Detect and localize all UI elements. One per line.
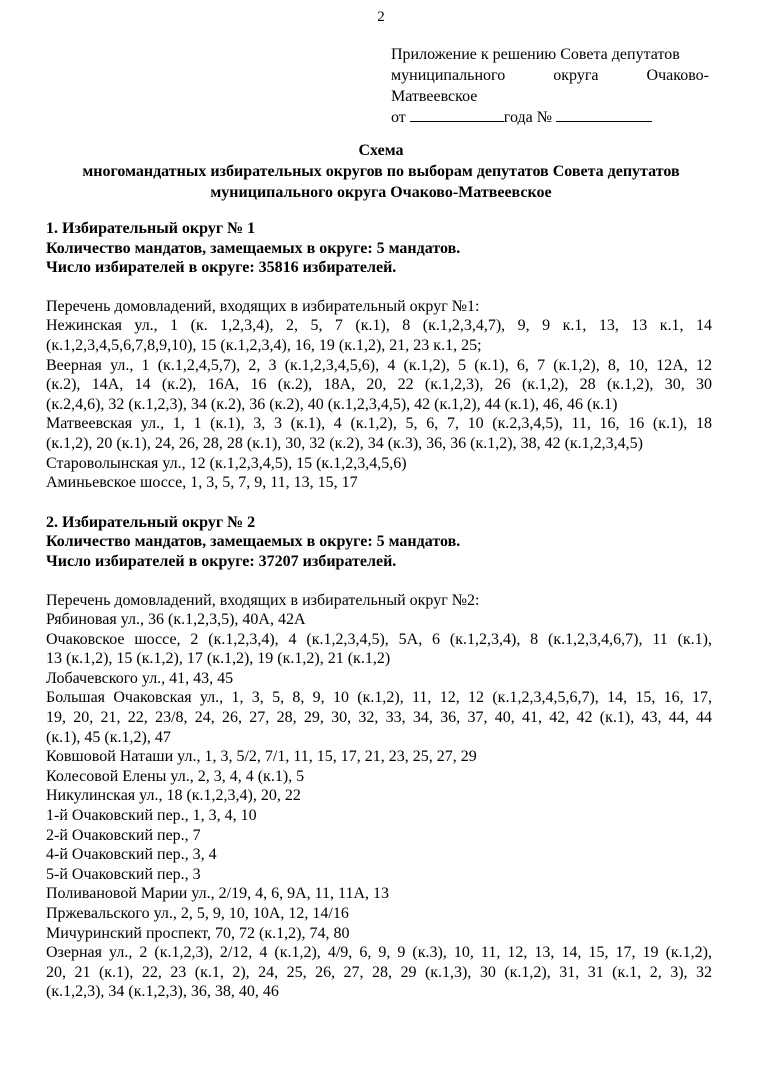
address-line: Ковшовой Наташи ул., 1, 3, 5/2, 7/1, 11, 15, 17, 21, 23, 25, 27, 29 <box>46 748 477 766</box>
address-line: 5-й Очаковский пер., 3 <box>46 865 201 883</box>
title-line-1: Схема <box>358 142 404 159</box>
page-number: 2 <box>377 9 385 25</box>
address-line: 20, 21 (к.1), 22, 23 (к.1, 2), 24, 25, 26, 27, 28, 29 (к.1,3), 30 (к.1,2), 31, 31 (к.1, 2, 3), 32 <box>46 963 712 981</box>
appendix-block <box>391 44 709 128</box>
appendix-year-label: года № <box>503 109 552 126</box>
address-line: (к.1,2), 20 (к.1), 24, 26, 28, 28 (к.1), 30, 32 (к.2), 34 (к.3), 36, 36 (к.1,2), 38, 42 (к.1,2,3,4,5) <box>46 434 644 452</box>
appendix-line-1: Приложение к решению Совета депутатов <box>391 46 680 63</box>
district-voters: Число избирателей в округе: 37207 избирателей. <box>46 552 397 570</box>
appendix-line-4 <box>391 107 709 128</box>
address-line: Лобачевского ул., 41, 43, 45 <box>46 669 234 687</box>
district-heading: 2. Избирательный округ № 2 <box>46 513 256 531</box>
address-line: Никулинская ул., 18 (к.1,2,3,4), 20, 22 <box>46 787 301 805</box>
address-line: 13 (к.1,2), 15 (к.1,2), 17 (к.1,2), 19 (к.1,2), 21 (к.1,2) <box>46 650 391 668</box>
address-line: Нежинская ул., 1 (к. 1,2,3,4), 2, 5, 7 (к.1), 8 (к.1,2,3,4,7), 9, 9 к.1, 13, 13 к.1, 14 <box>46 317 712 335</box>
appendix-line-2 <box>391 65 709 86</box>
address-line: (к.2,4,6), 32 (к.1,2,3), 34 (к.2), 36 (к.2), 40 (к.1,2,3,4,5), 42 (к.1,2), 44 (к.1), 46, 46 (к.1) <box>46 395 618 413</box>
address-line: Рябиновая ул., 36 (к.1,2,3,5), 40А, 42А <box>46 611 306 629</box>
appendix-from-label: от <box>391 109 406 126</box>
address-line: (к.1,2,3,4,5,6,7,8,9,10), 15 (к.1,2,3,4), 16, 19 (к.1,2), 21, 23 к.1, 25; <box>46 336 482 354</box>
address-line: Колесовой Елены ул., 2, 3, 4, 4 (к.1), 5 <box>46 767 305 785</box>
district-mandates: Количество мандатов, замещаемых в округе: 5 мандатов. <box>46 533 461 551</box>
appendix-line-2-right: Очаково- <box>646 67 709 84</box>
title-line-2: многомандатных избирательных округов по выборам депутатов Совета депутатов <box>82 163 680 180</box>
document-content <box>46 219 712 1002</box>
address-line: Аминьевское шоссе, 1, 3, 5, 7, 9, 11, 13, 15, 17 <box>46 474 358 492</box>
title-line-3: муниципального округа Очаково-Матвеевское <box>210 184 552 201</box>
document-title <box>46 140 716 203</box>
address-line: Мичуринский проспект, 70, 72 (к.1,2), 74, 80 <box>46 924 350 942</box>
appendix-line-2-left: муниципального <box>391 67 506 84</box>
district-list-intro: Перечень домовладений, входящих в избирательный округ №2: <box>46 591 480 609</box>
address-line: 2-й Очаковский пер., 7 <box>46 826 201 844</box>
district-1 <box>46 219 712 493</box>
address-line: Озерная ул., 2 (к.1,2,3), 2/12, 4 (к.1,2), 4/9, 6, 9, 9 (к.3), 10, 11, 12, 13, 14, 15, 17, 19 (к.1,2), <box>46 944 712 962</box>
address-line: (к.1,2,3), 34 (к.1,2,3), 36, 38, 40, 46 <box>46 983 279 1001</box>
address-line: (к.1), 45 (к.1,2), 47 <box>46 728 171 746</box>
appendix-line-3: Матвеевское <box>391 88 478 105</box>
address-line: Веерная ул., 1 (к.1,2,4,5,7), 2, 3 (к.1,2,3,4,5,6), 4 (к.1,2), 5 (к.1), 6, 7 (к.1,2), 8, 10, 12А, 12 <box>46 356 712 374</box>
district-list-intro: Перечень домовладений, входящих в избирательный округ №1: <box>46 297 480 315</box>
district-mandates: Количество мандатов, замещаемых в округе: 5 мандатов. <box>46 239 461 257</box>
date-blank <box>410 107 504 122</box>
district-voters: Число избирателей в округе: 35816 избирателей. <box>46 259 397 277</box>
address-line: 4-й Очаковский пер., 3, 4 <box>46 846 217 864</box>
address-line: (к.2), 14А, 14 (к.2), 16А, 16 (к.2), 18А, 20, 22 (к.1,2,3), 26 (к.1,2), 28 (к.1,2), 30, 30 <box>46 376 712 394</box>
address-line: Очаковское шоссе, 2 (к.1,2,3,4), 4 (к.1,2,3,4,5), 5А, 6 (к.1,2,3,4), 8 (к.1,2,3,4,6,7), 11 (к.1), <box>46 630 712 648</box>
address-line: 1-й Очаковский пер., 1, 3, 4, 10 <box>46 807 257 825</box>
district-heading: 1. Избирательный округ № 1 <box>46 220 256 237</box>
address-line: Поливановой Марии ул., 2/19, 4, 6, 9А, 11, 11А, 13 <box>46 885 390 903</box>
address-line: Пржевальского ул., 2, 5, 9, 10, 10А, 12, 14/16 <box>46 905 349 922</box>
address-line: Матвеевская ул., 1, 1 (к.1), 3, 3 (к.1), 4 (к.1,2), 5, 6, 7, 10 (к.2,3,4,5), 11, 16, 16 (к.1), 18 <box>46 415 712 433</box>
address-line: 19, 20, 21, 22, 23/8, 24, 26, 27, 28, 29, 30, 32, 33, 34, 36, 37, 40, 41, 42, 42 (к.1), 43, 44, 44 <box>46 709 712 727</box>
district-2 <box>46 513 712 1002</box>
address-line: Большая Очаковская ул., 1, 3, 5, 8, 9, 10 (к.1,2), 11, 12, 12 (к.1,2,3,4,5,6,7), 14, 15, 16, 17, <box>46 689 712 707</box>
number-blank <box>556 107 652 122</box>
appendix-line-2-mid: округа <box>553 67 599 84</box>
address-line: Староволынская ул., 12 (к.1,2,3,4,5), 15 (к.1,2,3,4,5,6) <box>46 454 407 472</box>
